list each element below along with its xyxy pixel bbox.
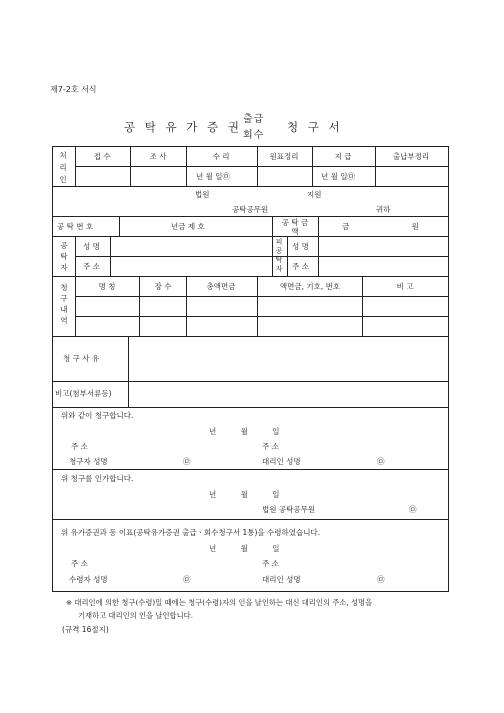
receipt-agent-seal: ㉤ xyxy=(377,575,385,584)
remarks-label: 비고(첨부서류등) xyxy=(55,389,112,398)
depositor-address-label: 주 소 xyxy=(83,262,100,271)
receipt-statement: 위 유가증권과 동 이표(공탁유가증권 출급ㆍ회수청구서 1통)을 수령하였습니다. xyxy=(61,528,321,537)
receiver-address-label: 주 소 xyxy=(71,559,88,568)
approval-officer-label: 법원 공탁공무원 xyxy=(262,505,316,514)
col-ledger-entry: 원표정리 xyxy=(269,152,299,161)
col-face-value-code-number: 액면금, 기호, 번호 xyxy=(279,282,341,291)
receipt-date[interactable]: 년 월 일 xyxy=(209,544,280,553)
receipt-agent-name-label: 대리인 성명 xyxy=(262,575,301,584)
claim-details-label: 청 구 내 역 xyxy=(60,283,68,325)
beneficiary-label: 피 공 탁 자 xyxy=(275,238,283,273)
processing-label: 처 리 인 xyxy=(59,151,67,184)
col-name: 명 칭 xyxy=(98,282,116,291)
form-title-suffix: 청 구 서 xyxy=(287,120,343,134)
deposit-amount-field[interactable]: 금 원 xyxy=(342,222,419,231)
form-number: 제7-2호 서식 xyxy=(50,85,97,94)
col-payment: 지 급 xyxy=(334,152,352,161)
court-label: 법원 xyxy=(195,190,210,199)
col-cashbook-entry: 출납부정리 xyxy=(392,152,430,161)
col-receipt: 접 수 xyxy=(93,152,111,161)
deposit-amount-label: 공 탁 금 액 xyxy=(281,218,309,236)
processing-date-acceptance[interactable]: 년 월 일㉤ xyxy=(196,172,231,181)
claim-statement: 위와 같이 청구합니다. xyxy=(61,411,134,420)
approval-statement: 위 청구를 인가합니다. xyxy=(61,474,134,483)
footnote-line-2: 기재하고 대리인의 인을 날인합니다. xyxy=(78,611,194,620)
claimant-seal: ㉤ xyxy=(183,457,191,466)
beneficiary-name-label: 성 명 xyxy=(292,242,309,251)
footnote-line-1: ※ 대리인에 의한 청구(수령)일 때에는 청구(수령)자의 인을 날인하는 대신 대리인의 주소, 성명을 xyxy=(66,598,373,607)
approval-seal: ㉤ xyxy=(409,505,417,514)
claim-agent-name-label: 대리인 성명 xyxy=(262,457,301,466)
honorific-label: 귀하 xyxy=(376,205,391,214)
receiver-seal: ㉤ xyxy=(183,575,191,584)
depositor-name-label: 성 명 xyxy=(83,242,100,251)
col-count: 장 수 xyxy=(154,282,172,291)
deposit-number-label: 공 탁 번 호 xyxy=(57,222,94,231)
receiver-name-label: 수령자 성명 xyxy=(69,575,108,584)
title-option-withdrawal: 출급 xyxy=(243,114,265,125)
claim-agent-seal: ㉤ xyxy=(377,457,385,466)
branch-label: 지원 xyxy=(307,190,322,199)
paper-size-note: (규격 16절지) xyxy=(62,625,109,634)
col-investigation: 조 사 xyxy=(149,152,167,161)
col-notes: 비 고 xyxy=(396,282,414,291)
approval-date[interactable]: 년 월 일 xyxy=(209,490,280,499)
beneficiary-address-label: 주 소 xyxy=(292,262,309,271)
receipt-agent-address-label: 주 소 xyxy=(262,559,279,568)
title-option-recovery: 회수 xyxy=(243,130,265,141)
claim-agent-address-label: 주 소 xyxy=(262,442,279,451)
officer-label: 공탁공무원 xyxy=(232,205,269,214)
col-acceptance: 수 리 xyxy=(212,152,230,161)
processing-date-payment[interactable]: 년 월 일㉤ xyxy=(321,172,356,181)
claimant-address-label: 주 소 xyxy=(71,442,88,451)
claimant-name-label: 청구자 성명 xyxy=(69,457,108,466)
claim-date[interactable]: 년 월 일 xyxy=(209,427,280,436)
claim-reason-label: 청 구 사 유 xyxy=(63,354,100,363)
deposit-number-field[interactable]: 년금 제 호 xyxy=(171,222,205,231)
col-total-face-value: 총액면금 xyxy=(206,282,236,291)
form-title: 공 탁 유 가 증 권 xyxy=(124,120,242,134)
depositor-label: 공 탁 자 xyxy=(60,241,68,272)
